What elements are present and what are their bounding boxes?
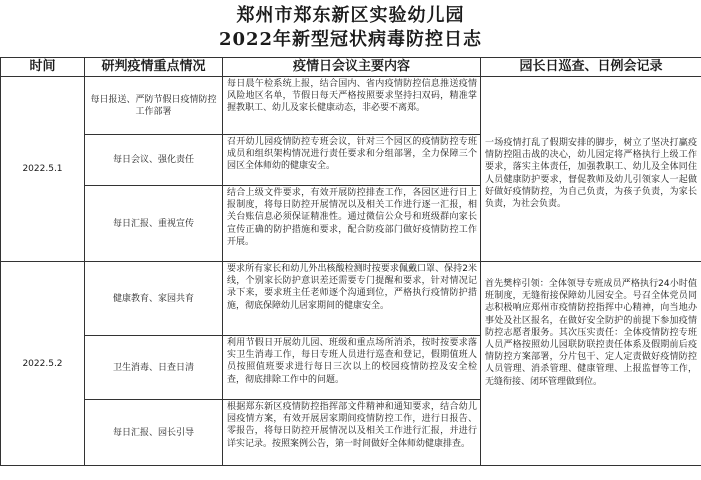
date-cell: 2022.5.2 bbox=[1, 262, 85, 466]
focus-cell: 每日汇报、重视宣传 bbox=[85, 186, 223, 262]
title-school-name: 郑州市郑东新区实验幼儿园 bbox=[236, 5, 465, 26]
prevention-log-table bbox=[0, 57, 701, 466]
record-text: 首先樊梓引领：全体领导专班成员严格执行24小时值班制度，无缝衔接保障幼儿园安全。号召全体党员同志积极响应郑州市疫情防控指挥中心精神，向当地办事处及社区报名，在做好安全防护的前提下参加疫情防控志愿者服务。其次压实责任：全体疫情防控专班人员严格按照幼儿园联防联控责任体系及假期前后疫情防控方案部署，分片包干、定人定责做好疫情防控人员管理、消杀管理、健康管理、上报监督等工作，无缝衔接、闭环管理做到位。 bbox=[485, 279, 697, 387]
table-row bbox=[1, 262, 701, 336]
document-title bbox=[0, 0, 701, 57]
header-meeting-content: 疫情日会议主要内容 bbox=[223, 58, 481, 77]
content-cell bbox=[223, 135, 481, 186]
header-director-record: 园长日巡查、日例会记录 bbox=[481, 58, 701, 77]
content-text: 根据郑东新区疫情防控指挥部文件精神和通知要求，结合幼儿园疫情方案，有效开展居家期间疫情防控工作，进行日报告、零报告，将每日防控开展情况以及相关工作进行汇报，并进行详实记录。按照案例公告，第一时间做好全体师幼健康排查。 bbox=[227, 402, 477, 449]
date-cell: 2022.5.1 bbox=[1, 77, 85, 262]
record-cell bbox=[481, 262, 701, 466]
content-cell bbox=[223, 77, 481, 135]
title-log-name: 2022年新型冠状病毒防控日志 bbox=[218, 29, 483, 50]
header-focus: 研判疫情重点情况 bbox=[85, 58, 223, 77]
content-cell bbox=[223, 336, 481, 400]
table-row bbox=[1, 77, 701, 135]
focus-cell: 每日报送、严防节假日疫情防控工作部署 bbox=[85, 77, 223, 135]
content-text: 要求所有家长和幼儿外出核酸检测时按要求佩戴口罩、保持2米线，个别家长防护意识差还需要专门提醒和要求，针对情况记录下来，要求班主任老师逐个沟通到位，严格执行疫情防护措施，彻底保障幼儿居家期间的健康安全。 bbox=[227, 264, 477, 311]
content-text: 召开幼儿园疫情防控专班会议，针对三个园区的疫情防控专班成员和组织架构情况进行责任要求和分组部署，全力保障三个园区全体师幼的健康安全。 bbox=[227, 137, 477, 172]
focus-cell: 卫生消毒、日查日清 bbox=[85, 336, 223, 400]
record-cell bbox=[481, 77, 701, 262]
focus-cell: 每日汇报、园长引导 bbox=[85, 400, 223, 466]
content-cell bbox=[223, 262, 481, 336]
content-text: 每日晨午检系统上报，结合国内、省内疫情防控信息推送疫情风险地区名单，节假日每天严格按照要求坚持扫双码，精准掌握教职工、幼儿及家长健康动态，非必要不离郑。 bbox=[227, 79, 477, 114]
table-header-row bbox=[1, 58, 701, 77]
content-cell bbox=[223, 400, 481, 466]
header-time: 时间 bbox=[1, 58, 85, 77]
focus-cell: 健康教育、家园共育 bbox=[85, 262, 223, 336]
content-text: 利用节假日开展幼儿园、班级和重点场所消杀，按时按要求落实卫生消毒工作，每日专班人员进行巡查和登记，假期值班人员按照值班要求进行每日三次以上的校园疫情防控及安全检查，彻底排除工作中的问题。 bbox=[227, 338, 477, 385]
focus-cell: 每日会议、强化责任 bbox=[85, 135, 223, 186]
content-text: 结合上级文件要求，有效开展防控排查工作，各园区进行日上报制度，将每日防控开展情况以及相关工作进行逐一汇报，相关台账信息必须保证精准性。通过微信公众号和班级群向家长宣传正确的防护措施和要求，配合防疫部门做好疫情防控工作开展。 bbox=[227, 188, 477, 247]
content-cell bbox=[223, 186, 481, 262]
record-text: 一场疫情打乱了假期安排的脚步，树立了坚决打赢疫情防控阻击战的决心，幼儿园定将严格执行上级工作要求，落实主体责任，加强教职工、幼儿及全体同住人员健康防护要求，督促教师及幼儿引领家人一起做好做好疫情防控，为自己负责，为孩子负责，为家长负责，为社会负责。 bbox=[485, 138, 697, 210]
